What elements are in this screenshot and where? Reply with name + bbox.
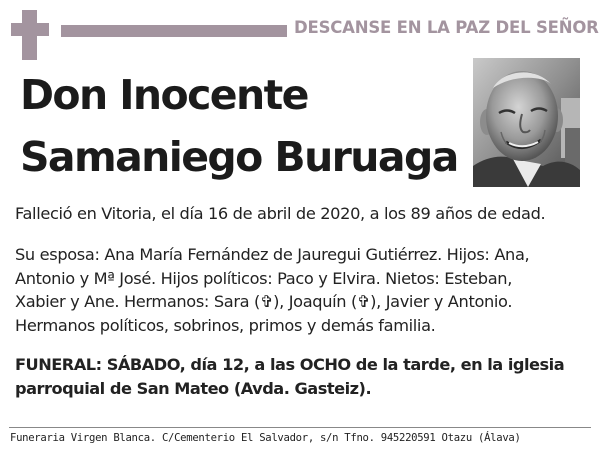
death-notice: Falleció en Vitoria, el día 16 de abril de 2020, a los 89 años de edad. [15, 204, 546, 223]
deceased-name-line-2: Samaniego Buruaga [20, 133, 458, 181]
family-line: Xabier y Ane. Hermanos: Sara (✞), Joaquín (✞), Javier y Antonio. [15, 292, 513, 312]
family-line: Hermanos políticos, sobrinos, primos y demás familia. [15, 316, 436, 336]
family-line: Su esposa: Ana María Fernández de Jauregui Gutiérrez. Hijos: Ana, [15, 245, 530, 264]
cross-horizontal-bar [11, 23, 49, 36]
header-title: DESCANSE EN LA PAZ DEL SEÑOR [294, 18, 599, 37]
funeral-home-info: Funeraria Virgen Blanca. C/Cementerio El Salvador, s/n Tfno. 945220591 Otazu (Álava) [10, 432, 521, 444]
header-rule [61, 25, 287, 37]
portrait-photo-icon [473, 58, 580, 187]
deceased-photo [473, 58, 580, 187]
funeral-line: parroquial de San Mateo (Avda. Gasteiz). [15, 378, 372, 398]
funeral-line: FUNERAL: SÁBADO, día 12, a las OCHO de la tarde, en la iglesia [15, 355, 565, 374]
footer-divider [9, 427, 591, 428]
funeral-paragraph [15, 353, 564, 400]
family-line: Antonio y Mª José. Hijos políticos: Paco y Elvira. Nietos: Esteban, [15, 268, 512, 288]
family-paragraph [15, 243, 529, 338]
deceased-name-line-1: Don Inocente [20, 71, 308, 119]
